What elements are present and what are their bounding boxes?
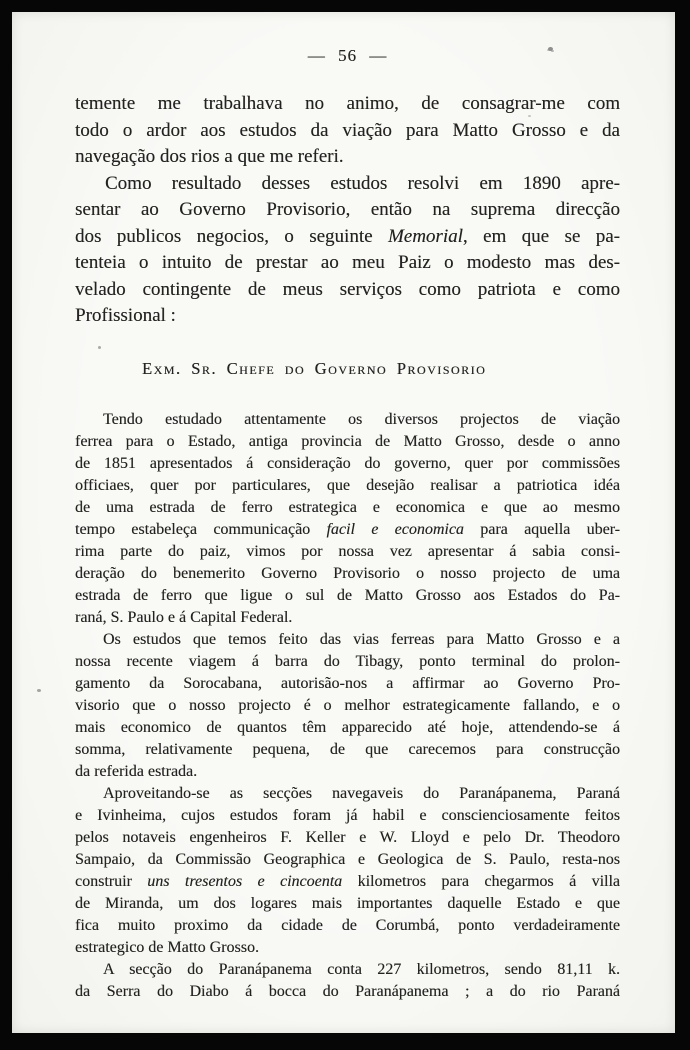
text-segment: Tendo estudado attentamente os diversos projectos de viação [103,410,620,428]
text-segment: raná, S. Paulo e á Capital Federal. [75,608,293,626]
text-line [75,607,620,629]
text-line [75,871,620,893]
text-segment: estrategico de Matto Grosso. [75,938,259,956]
text-segment: somma, relativamente pequena, de que carecemos para construcção [75,740,620,758]
text-line [75,197,620,224]
book-page [12,12,675,1033]
intro-section [75,91,620,330]
text-line [75,144,620,171]
text-segment: Os estudos que temos feito das vias ferreas para Matto Grosso e a [103,630,620,648]
text-line [75,277,620,304]
text-segment: deração do benemerito Governo Provisorio o nosso projecto de uma [75,564,620,582]
italic-text: facil e economica [326,520,464,538]
text-line [75,651,620,673]
text-line [75,673,620,695]
text-segment: Como resultado desses estudos resolvi em 1890 apre- [105,172,620,194]
text-line [75,717,620,739]
text-line [75,893,620,915]
text-segment: gamento da Sorocabana, autorisão-nos a affirmar ao Governo Pro- [75,674,620,692]
text-segment: Aproveitando-se as secções navegaveis do Paranápanema, Paraná [103,784,620,802]
text-line [75,303,620,330]
text-line [75,849,620,871]
text-segment: visorio que o nosso projecto é o melhor estrategicamente fallando, e o [75,696,620,714]
text-segment: sentar ao Governo Provisorio, então na suprema direcção [75,199,620,220]
text-segment: estrada de ferro que ligue o sul de Matto Grosso aos Estados do Pa- [75,586,620,604]
text-line [75,629,620,651]
italic-text: Memorial [387,225,463,247]
text-segment: kilometros para chegarmos á villa [342,872,621,890]
text-segment: de 1851 apresentados á consideração do governo, quer por commissões [75,454,620,472]
text-segment: de Miranda, um dos logares mais importantes daquelle Estado e que [75,894,620,912]
scan-artifact [37,689,41,692]
memorial-heading: Exm. Sr. Chefe do Governo Provisorio [142,358,487,378]
text-line [75,805,620,827]
scan-artifact [98,346,101,349]
text-segment: Profissional : [75,305,176,326]
text-line [75,224,620,251]
page-number: — 56 — [307,46,388,65]
text-line [75,959,620,981]
text-line [75,937,620,959]
text-segment: officiaes, quer por particulares, que desejão realisar a patriotica idéa [75,476,620,494]
italic-text: uns tresentos e cincoenta [147,872,343,890]
text-line [75,118,620,145]
text-line [75,519,620,541]
text-segment: tenteia o intuito de prestar ao meu Paiz o modesto mas des- [75,252,620,273]
text-line [75,695,620,717]
text-segment: todo o ardor aos estudos da viação para Matto Grosso e da [75,119,620,141]
text-line [75,761,620,783]
text-line [75,475,620,497]
text-segment: tempo estabeleça communicação [75,520,327,538]
text-line [75,981,620,1003]
text-segment: construir [75,872,148,890]
text-segment: , em que se pa- [462,225,620,247]
text-line [75,563,620,585]
text-segment: Sampaio, da Commissão Geographica e Geologica de S. Paulo, resta-nos [75,850,620,868]
text-line [75,915,620,937]
text-line [75,409,620,431]
text-segment: de uma estrada de ferro estrategica e economica e que ao mesmo [75,498,620,516]
text-segment: navegação dos rios a que me referi. [75,146,344,167]
text-line [75,91,620,118]
text-segment: velado contingente de meus serviços como patriota e como [75,278,620,300]
text-segment: da Serra do Diabo á bocca do Paranápanema ; a do rio Paraná [75,982,620,1000]
text-segment: dos publicos negocios, o seguinte [75,225,388,247]
text-line [75,497,620,519]
text-segment: da referida estrada. [75,762,198,780]
text-segment: para aquella uber- [463,520,621,538]
text-segment: fica muito proximo da cidade de Corumbá, ponto verdadeiramente [75,916,620,934]
text-line [75,585,620,607]
text-segment: e Ivinheima, cujos estudos foram já habil e conscienciosamente feitos [75,806,620,824]
text-line [75,250,620,277]
text-line [75,541,620,563]
text-segment: A secção do Paranápanema conta 227 kilometros, sendo 81,11 k. [103,960,620,978]
text-line [75,783,620,805]
text-segment: temente me trabalhava no animo, de consagrar-me com [75,93,620,114]
text-line [75,739,620,761]
text-segment: pelos notaveis engenheiros F. Keller e W. Lloyd e pelo Dr. Theodoro [75,828,620,846]
text-segment: nossa recente viagem á barra do Tibagy, ponto terminal do prolon- [75,652,620,670]
text-segment: rima parte do paiz, vimos por nossa vez apresentar á sabia consi- [75,542,620,560]
text-line [75,453,620,475]
memorial-section [75,409,620,1003]
text-line [75,827,620,849]
text-segment: mais economico de quantos têm apparecido até hoje, attendendo-se á [75,718,620,736]
text-line [75,431,620,453]
text-line [75,171,620,198]
text-segment: ferrea para o Estado, antiga provincia de Matto Grosso, desde o anno [75,432,620,450]
